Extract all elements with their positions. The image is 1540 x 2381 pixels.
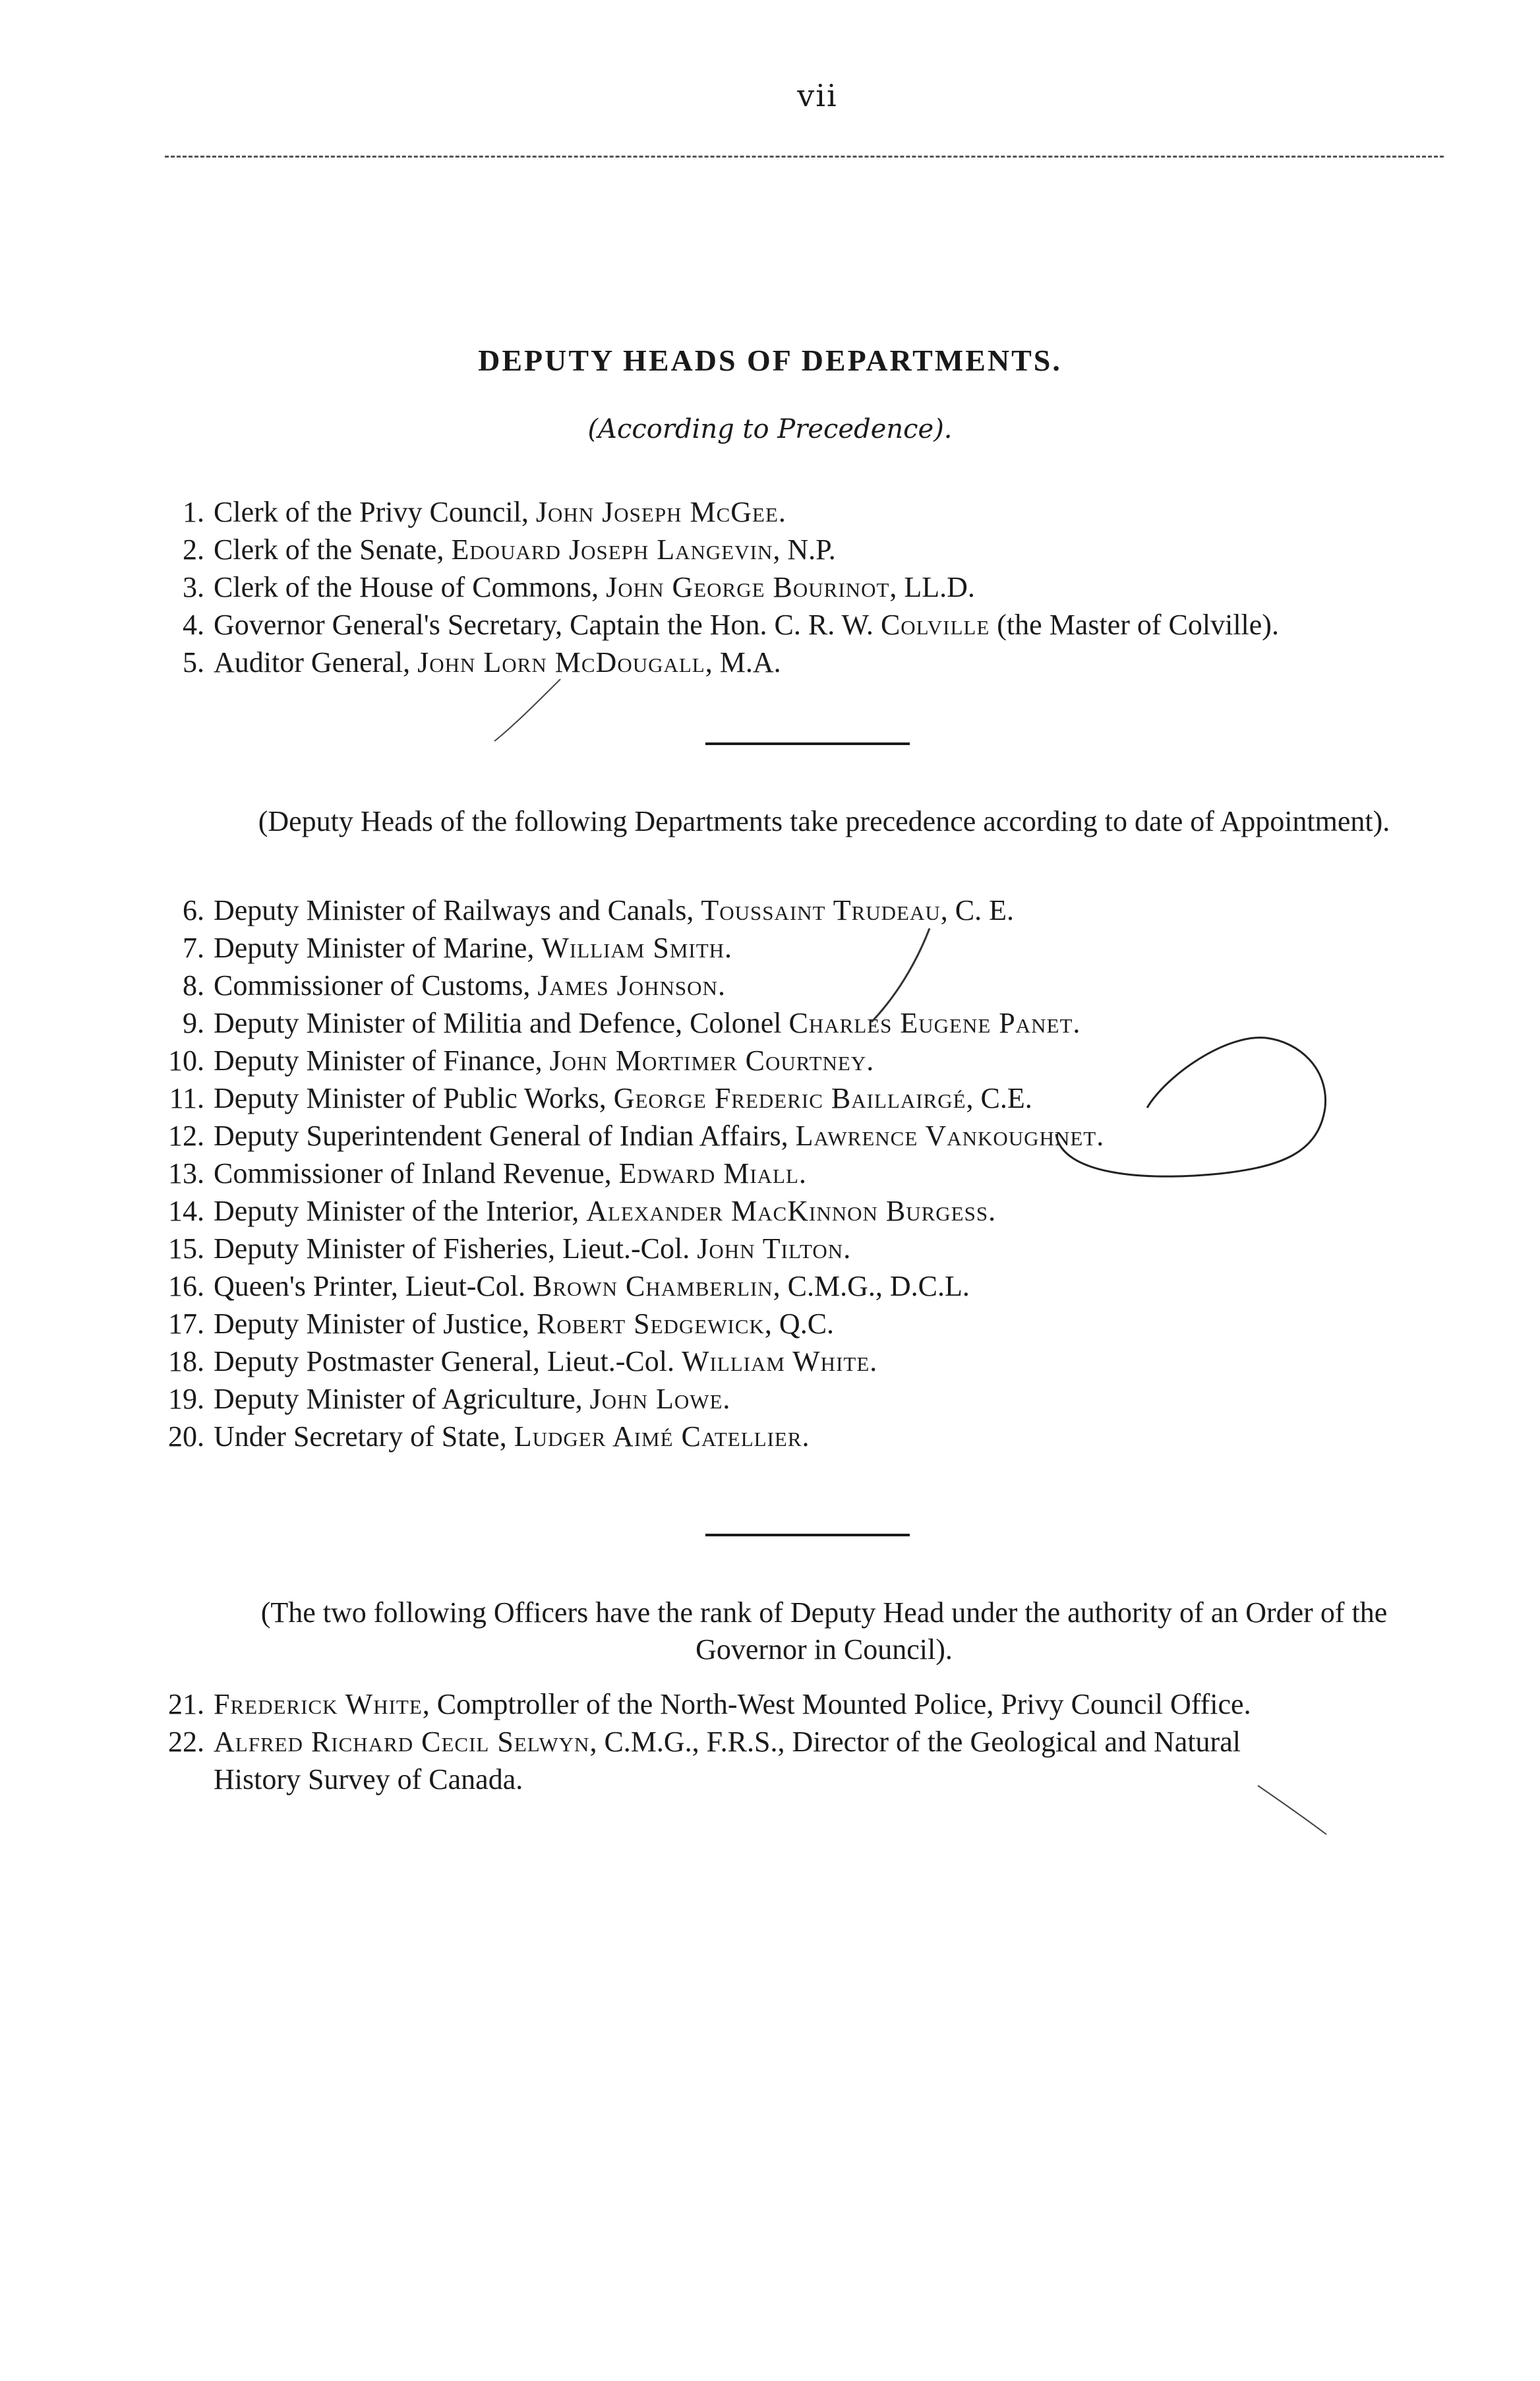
list-item: 10. Deputy Minister of Finance, John Mortimer Courtney. — [168, 1044, 874, 1077]
list-item: 11. Deputy Minister of Public Works, George Frederic Baillairgé, C.E. — [169, 1082, 1032, 1114]
list-item: 9. Deputy Minister of Militia and Defence, Colonel Charles Eugene Panet. — [183, 1007, 1081, 1039]
list-item: 4. Governor General's Secretary, Captain the Hon. C. R. W. Colville (the Master of Colville). — [183, 609, 1279, 641]
appointment-note: (Deputy Heads of the following Departments take precedence according to date of Appointment). — [258, 805, 1390, 837]
list-item: 15. Deputy Minister of Fisheries, Lieut.-Col. John Tilton. — [168, 1232, 851, 1265]
section-divider — [705, 742, 910, 745]
pencil-stroke — [1253, 1780, 1332, 1840]
list-item: 22. Alfred Richard Cecil Selwyn, C.M.G., F.R.S., Director of the Geological and Natural History Survey of Canada. — [168, 1726, 1241, 1795]
list-item: 1. Clerk of the Privy Council, John Joseph McGee. — [183, 496, 786, 528]
list-item: 2. Clerk of the Senate, Edouard Joseph Langevin, N.P. — [183, 533, 836, 566]
list-item: 21. Frederick White, Comptroller of the North-West Mounted Police, Privy Council Office. — [168, 1688, 1251, 1720]
header-rule — [165, 156, 1444, 158]
list-item: 16. Queen's Printer, Lieut-Col. Brown Chamberlin, C.M.G., D.C.L. — [168, 1270, 970, 1302]
list-item: 3. Clerk of the House of Commons, John George Bourinot, LL.D. — [183, 571, 975, 603]
list-item: 13. Commissioner of Inland Revenue, Edward Miall. — [168, 1157, 806, 1190]
list-item: 19. Deputy Minister of Agriculture, John Lowe. — [168, 1383, 730, 1415]
list-item: 14. Deputy Minister of the Interior, Alexander MacKinnon Burgess. — [168, 1195, 996, 1227]
list-item: 17. Deputy Minister of Justice, Robert Sedgewick, Q.C. — [168, 1308, 835, 1340]
list-item: 8. Commissioner of Customs, James Johnson. — [183, 969, 725, 1002]
list-item: 6. Deputy Minister of Railways and Canals, Toussaint Trudeau, C. E. — [183, 894, 1014, 926]
page-number: vii — [797, 78, 838, 113]
list-item: 5. Auditor General, John Lorn McDougall, M.A. — [183, 646, 781, 678]
list-item: 12. Deputy Superintendent General of Indian Affairs, Lawrence Vankoughnet. — [168, 1120, 1104, 1152]
page-subtitle: (According to Precedence). — [587, 414, 953, 444]
list-item: 18. Deputy Postmaster General, Lieut.-Col. William White. — [168, 1345, 877, 1377]
pencil-stroke — [488, 673, 567, 745]
pencil-stroke — [864, 923, 943, 1029]
deputy-rank-note: (The two following Officers have the rank of Deputy Head under the authority of an Order of the Governor in Council). — [260, 1596, 1388, 1666]
pencil-circle-annotation — [1048, 1029, 1332, 1187]
precedence-list — [152, 493, 1490, 681]
section-divider — [705, 1534, 910, 1536]
list-item: 7. Deputy Minister of Marine, William Smith. — [183, 932, 732, 964]
list-item: 20. Under Secretary of State, Ludger Aimé Catellier. — [168, 1420, 810, 1453]
page-title: DEPUTY HEADS OF DEPARTMENTS. — [478, 344, 1062, 377]
